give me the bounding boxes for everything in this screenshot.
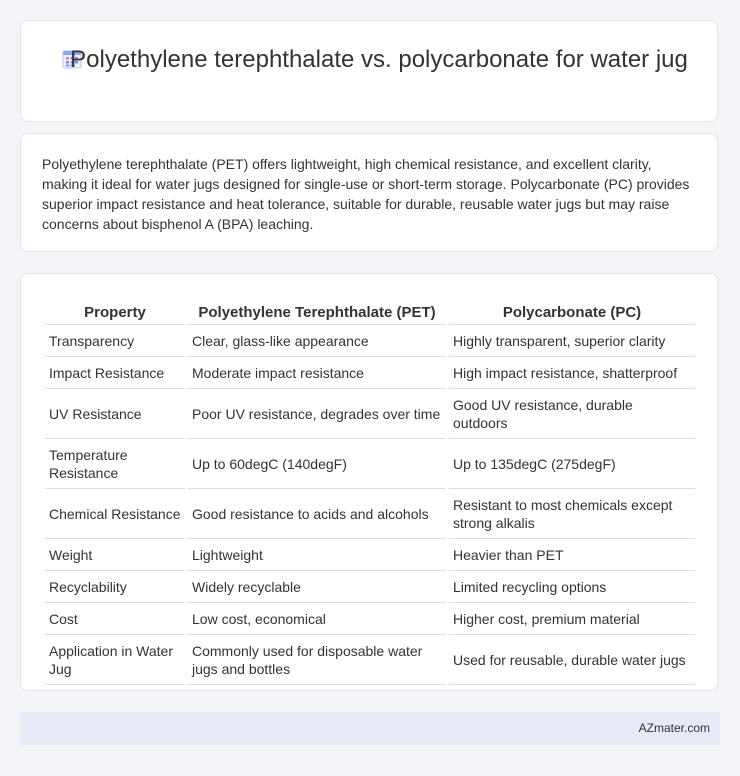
cell-pc: High impact resistance, shatterproof [449,357,695,389]
header-pet: Polyethylene Terephthalate (PET) [188,293,446,325]
title-card [20,20,718,122]
table-row [45,439,695,489]
cell-pc: Good UV resistance, durable outdoors [449,389,695,439]
cell-pet: Low cost, economical [188,603,446,635]
cell-property: Cost [45,603,185,635]
table-row [45,389,695,439]
table-header-row [45,293,695,325]
cell-property: UV Resistance [45,389,185,439]
page-title: Polyethylene terephthalate vs. polycarbonate for water jug [70,46,688,73]
cell-pet: Commonly used for disposable water jugs and bottles [188,635,446,685]
comparison-table [42,293,698,685]
cell-pet: Poor UV resistance, degrades over time [188,389,446,439]
cell-pc: Used for reusable, durable water jugs [449,635,695,685]
cell-property: Recyclability [45,571,185,603]
summary-card [20,133,718,252]
summary-text: Polyethylene terephthalate (PET) offers lightweight, high chemical resistance, and excellent clarity, making it ideal for water jugs designed for single-use or short-term storage. Polycarbonate (PC) provides superior impact resistance and heat tolerance, suitable for durable, reusable water jugs but may raise concerns about bisphenol A (BPA) leaching. [42,156,690,232]
cell-pet: Lightweight [188,539,446,571]
cell-property: Impact Resistance [45,357,185,389]
table-row [45,603,695,635]
header-pc: Polycarbonate (PC) [449,293,695,325]
cell-pet: Up to 60degC (140degF) [188,439,446,489]
table-row [45,489,695,539]
table-row [45,357,695,389]
table-row [45,571,695,603]
cell-pc: Limited recycling options [449,571,695,603]
cell-pc: Highly transparent, superior clarity [449,325,695,357]
cell-property: Chemical Resistance [45,489,185,539]
cell-pc: Up to 135degC (275degF) [449,439,695,489]
cell-pet: Moderate impact resistance [188,357,446,389]
cell-pet: Widely recyclable [188,571,446,603]
cell-property: Weight [45,539,185,571]
cell-property: Temperature Resistance [45,439,185,489]
header-property: Property [45,293,185,325]
table-row [45,325,695,357]
cell-property: Application in Water Jug [45,635,185,685]
footer-brand-link[interactable]: AZmater.com [638,721,710,735]
cell-property: Transparency [45,325,185,357]
table-row [45,539,695,571]
cell-pet: Good resistance to acids and alcohols [188,489,446,539]
cell-pc: Heavier than PET [449,539,695,571]
cell-pet: Clear, glass-like appearance [188,325,446,357]
footer [20,712,720,745]
cell-pc: Resistant to most chemicals except strong alkalis [449,489,695,539]
table-row [45,635,695,685]
cell-pc: Higher cost, premium material [449,603,695,635]
comparison-table-card [20,273,718,691]
